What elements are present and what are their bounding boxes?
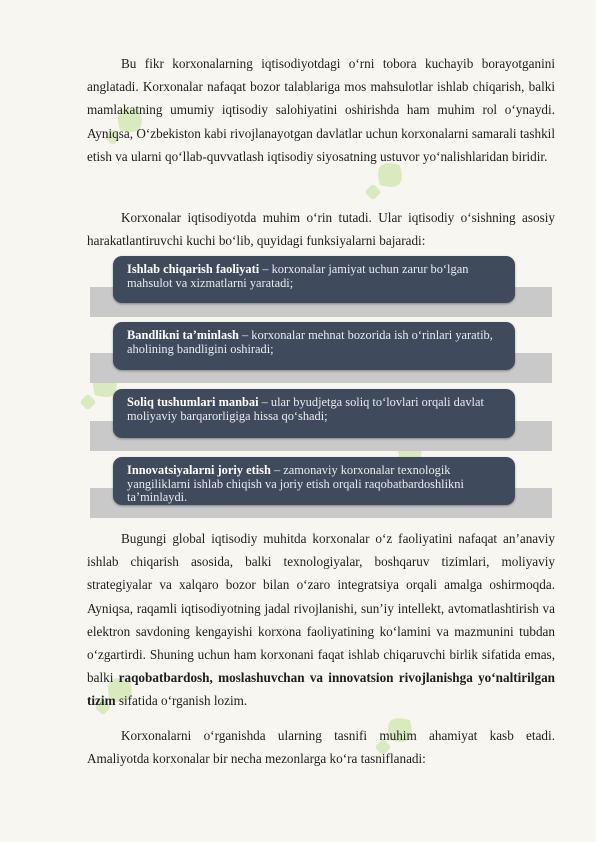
classification-paragraph (87, 724, 555, 770)
function-card-tax-revenue (113, 389, 515, 438)
global-paragraph-ending: sifatida o‘rganish lozim. (115, 693, 248, 709)
global-environment-paragraph (87, 527, 555, 713)
classification-paragraph-text: Korxonalarni o‘rganishda ularning tasnifi muhim ahamiyat kasb etadi. Amaliyotda korxonalar bir necha mezonlarga ko‘ra tasniflanadi: (87, 728, 555, 767)
intro-paragraph (87, 52, 555, 168)
function-card-production (113, 256, 515, 303)
functions-intro-paragraph (87, 206, 555, 252)
intro-paragraph-text: Bu fikr korxonalarning iqtisodiyotdagi o‘rni tobora kuchayib borayotganini anglatadi. Korxonalar nafaqat bozor talablariga mos mahsulotlar ishlab chiqarish, balki mamlakatning umumiy iqtisodiy salohiyatini oshirishda ham muhim rol o‘ynaydi. Ayniqsa, O‘zbekiston kabi rivojlanayotgan davlatlar uchun korxonalarni samarali tashkil etish va ularni qo‘llab-quvvatlash iqtisodiy siyosatning ustuvor yo‘nalishlaridan biridir. (87, 56, 555, 164)
function-card-innovation (113, 457, 515, 505)
function-card-text: – korxonalar jamiyat uchun zarur bo‘lgan mahsulot va xizmatlarni yaratadi; (127, 262, 469, 290)
function-card-text: – zamonaviy korxonalar texnologik yangiliklarni ishlab chiqish va joriy etish orqali raqobatbardoshlikni ta’minlaydi. (127, 463, 464, 504)
functions-intro-text: Korxonalar iqtisodiyotda muhim o‘rin tutadi. Ular iqtisodiy o‘sishning asosiy harakatlantiruvchi kuchi bo‘lib, quyidagi funksiyalarni bajaradi: (87, 210, 555, 249)
function-card-title: Soliq tushumlari manbai (127, 395, 259, 409)
global-paragraph-emphasis: raqobatbardosh, moslashuvchan va innovatsion rivojlanishga yo‘naltirilgan tizim (87, 670, 555, 709)
function-card-text: – ular byudjetga soliq to‘lovlari orqali davlat moliyaviy barqarorligiga hissa qo‘shadi; (127, 395, 484, 423)
function-card-title: Ishlab chiqarish faoliyati (127, 262, 260, 276)
global-paragraph-text: Bugungi global iqtisodiy muhitda korxonalar o‘z faoliyatini nafaqat an’anaviy ishlab chiqarish asosida, balki texnologiyalar, boshqaruv tizimlari, moliyaviy strategiyalar va xalqaro bozor bilan o‘zaro integratsiya orqali amalga oshirmoqda. Ayniqsa, raqamli iqtisodiyotning jadal rivojlanishi, sun’iy intellekt, avtomatlashtirish va elektron savdoning kengayishi korxona faoliyatining ko‘lamini va mazmunini tubdan o‘zgartirdi. Shuning uchun ham korxonani faqat ishlab chiqaruvchi birlik sifatida emas, balki (87, 531, 555, 686)
function-card-employment (113, 322, 515, 370)
function-card-text: – korxonalar mehnat bozorida ish o‘rinlari yaratib, aholining bandligini oshiradi; (127, 328, 493, 356)
function-card-title: Bandlikni ta’minlash (127, 328, 239, 342)
function-card-title: Innovatsiyalarni joriy etish (127, 463, 271, 477)
